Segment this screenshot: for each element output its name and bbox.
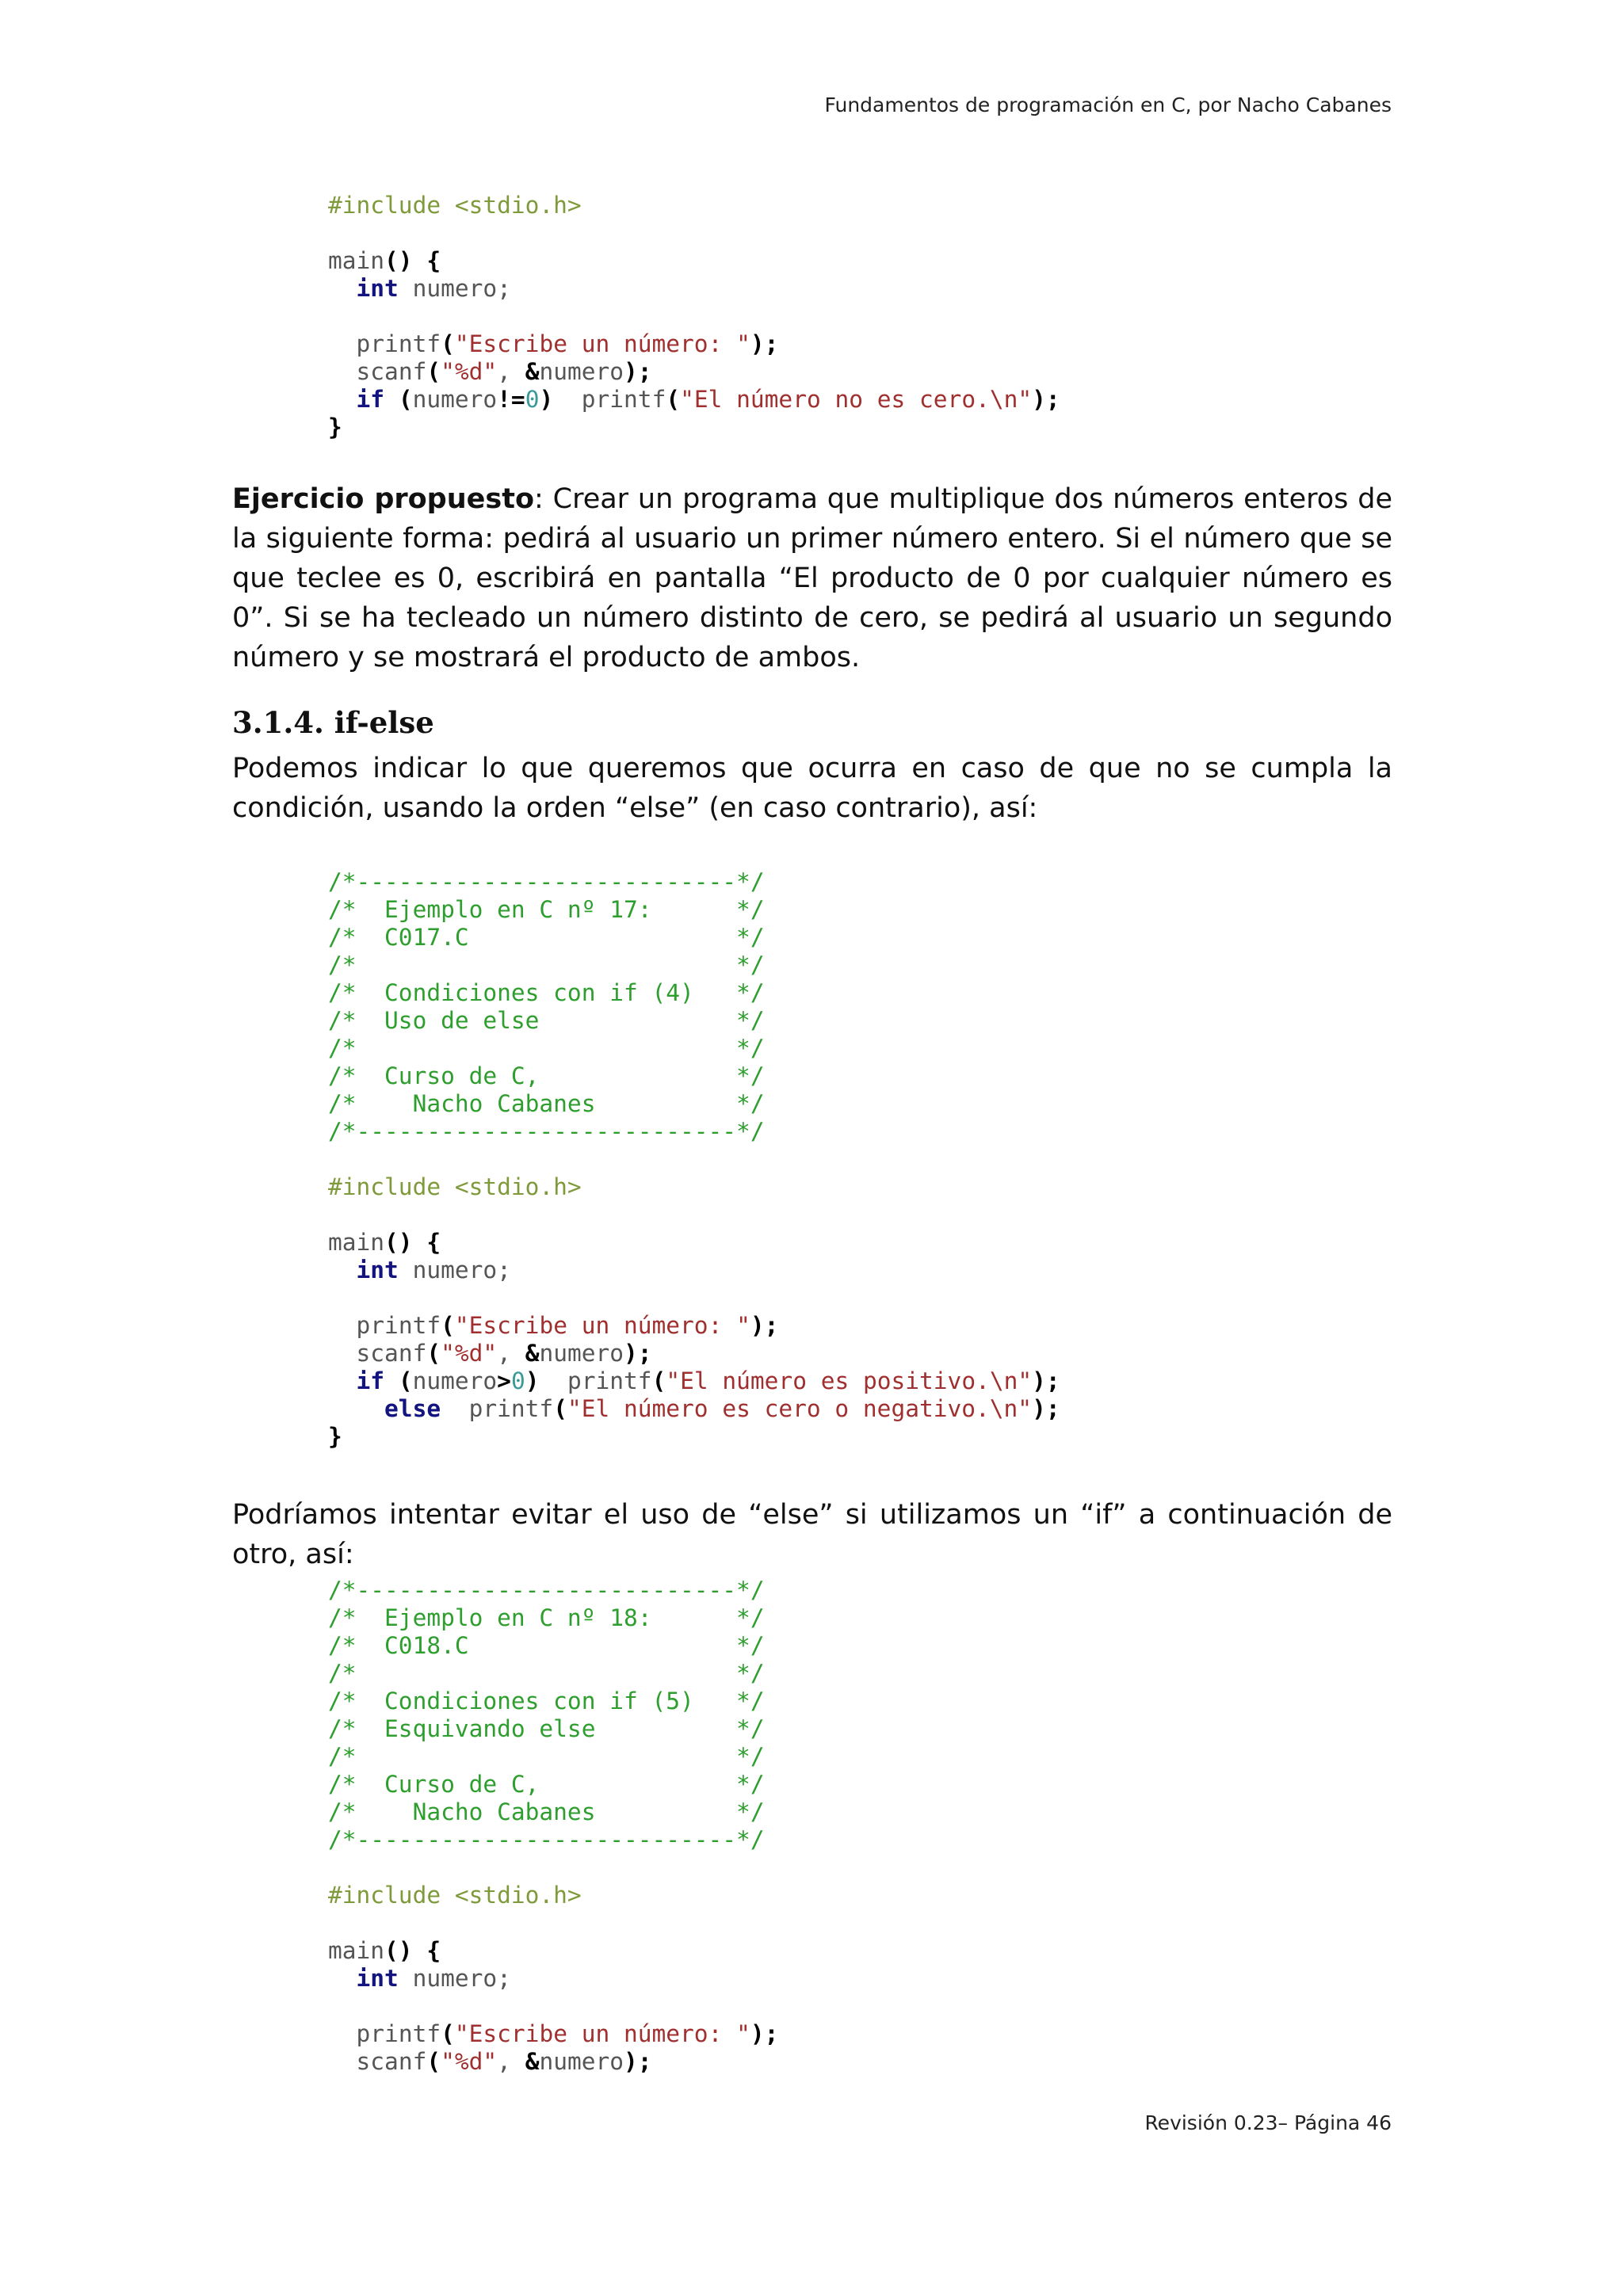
code-token: numero (539, 1340, 624, 1367)
code-token: () { (384, 1937, 441, 1964)
code-token: int (356, 1965, 399, 1992)
code-comment: /*---------------------------*/ (328, 1118, 765, 1145)
code-token: ); (624, 358, 652, 385)
code-comment: /*---------------------------*/ (328, 1826, 765, 1853)
code-token: "Escribe un número: " (454, 2020, 750, 2047)
code-block-1 (328, 192, 1060, 441)
code-comment: /* C017.C */ (328, 924, 765, 951)
code-token: numero (539, 358, 624, 385)
code-token: ( (666, 386, 681, 413)
code-token: ( (441, 2020, 455, 2047)
code-token: ( (426, 1340, 441, 1367)
code-token: & (525, 2048, 540, 2075)
code-token: "%d" (441, 1340, 498, 1367)
page-footer: Revisión 0.23– Página 46 (1144, 2111, 1392, 2134)
code-token: ); (750, 2020, 779, 2047)
code-token: , (497, 1340, 525, 1367)
code-comment: /* Uso de else */ (328, 1007, 765, 1034)
code-token: ); (750, 1312, 779, 1339)
code-token: #include <stdio.h> (328, 1173, 582, 1200)
code-token: "Escribe un número: " (454, 1312, 750, 1339)
code-token: & (525, 358, 540, 385)
code-token: main (328, 247, 385, 274)
code-token: & (525, 1340, 540, 1367)
code-token: numero (539, 2048, 624, 2075)
code-block-3 (328, 1577, 778, 2076)
code-token: "Escribe un número: " (454, 330, 750, 357)
exercise-text: : Crear un programa que multiplique dos números enteros de la siguiente forma: pedirá al usuario un primer número entero. Si el número que se que teclee es 0, escribirá en pantalla “El producto de 0 por cualquier número es 0”. Si se ha tecleado un número distinto de cero, se pedirá al usuario un segundo número y se mostrará el producto de ambos. (232, 483, 1392, 673)
code-token: printf (356, 330, 441, 357)
exercise-paragraph (232, 479, 1392, 677)
code-token: printf (567, 1367, 652, 1394)
code-token: "%d" (441, 2048, 498, 2075)
code-token: ( (426, 2048, 441, 2075)
code-token: } (328, 414, 342, 441)
code-token: , (497, 2048, 525, 2075)
code-token: ( (384, 1367, 413, 1394)
code-token: ) (539, 386, 582, 413)
code-token: #include <stdio.h> (328, 1882, 582, 1909)
code-token: != (497, 386, 525, 413)
code-token: numero; (398, 1965, 511, 1992)
code-token: numero (412, 1367, 498, 1394)
code-token: scanf (356, 1340, 427, 1367)
code-token: main (328, 1937, 385, 1964)
code-comment: /* */ (328, 1035, 765, 1062)
code-token: numero (412, 386, 498, 413)
code-comment: /* Condiciones con if (4) */ (328, 979, 765, 1006)
code-token: printf (356, 2020, 441, 2047)
code-comment: /* */ (328, 1743, 765, 1770)
code-comment: /* */ (328, 1660, 765, 1687)
code-token: ( (441, 330, 455, 357)
code-block-2 (328, 868, 1060, 1451)
code-comment: /* Ejemplo en C nº 18: */ (328, 1604, 765, 1631)
code-token: ); (1032, 386, 1060, 413)
code-token: 0 (525, 386, 540, 413)
code-token: "El número no es cero.\n" (680, 386, 1033, 413)
code-token: ); (624, 1340, 652, 1367)
code-comment: /* Curso de C, */ (328, 1771, 765, 1798)
code-comment: /*---------------------------*/ (328, 868, 765, 895)
code-token: ( (441, 1312, 455, 1339)
code-token: printf (581, 386, 666, 413)
code-comment: /* */ (328, 952, 765, 978)
code-token: "El número es positivo.\n" (666, 1367, 1033, 1394)
code-comment: /* Nacho Cabanes */ (328, 1090, 765, 1117)
code-comment: /*---------------------------*/ (328, 1577, 765, 1604)
code-line: #include <stdio.h> (328, 192, 582, 219)
code-token: printf (356, 1312, 441, 1339)
code-token: numero; (398, 1257, 511, 1283)
code-token: ); (750, 330, 779, 357)
code-token: () { (384, 247, 441, 274)
code-token: ( (384, 386, 413, 413)
code-token: () { (384, 1229, 441, 1256)
section-heading: 3.1.4. if-else (232, 705, 434, 740)
code-token: printf (441, 1395, 554, 1422)
code-token: numero; (398, 275, 511, 302)
code-token: "El número es cero o negativo.\n" (567, 1395, 1033, 1422)
code-token: ) (525, 1367, 567, 1394)
code-token: ( (651, 1367, 666, 1394)
code-token: ( (553, 1395, 567, 1422)
code-token: ); (624, 2048, 652, 2075)
page-header: Fundamentos de programación en C, por Nacho Cabanes (824, 93, 1392, 116)
transition-paragraph: Podríamos intentar evitar el uso de “else” si utilizamos un “if” a continuación de otro, así: (232, 1499, 1392, 1570)
code-comment: /* Nacho Cabanes */ (328, 1798, 765, 1825)
code-token: > (497, 1367, 511, 1394)
code-comment: /* Condiciones con if (5) */ (328, 1688, 765, 1714)
exercise-label: Ejercicio propuesto (232, 483, 535, 515)
code-comment: /* Curso de C, */ (328, 1062, 765, 1089)
code-token: ); (1032, 1395, 1060, 1422)
code-comment: /* Ejemplo en C nº 17: */ (328, 896, 765, 923)
code-token: scanf (356, 2048, 427, 2075)
section-intro: Podemos indicar lo que queremos que ocurra en caso de que no se cumpla la condición, usando la orden “else” (en caso contrario), así: (232, 753, 1392, 824)
code-token: "%d" (441, 358, 498, 385)
code-token: ( (426, 358, 441, 385)
code-token: main (328, 1229, 385, 1256)
code-token: 0 (510, 1367, 525, 1394)
code-token: if (356, 386, 385, 413)
code-comment: /* Esquivando else */ (328, 1715, 765, 1742)
code-token: ); (1032, 1367, 1060, 1394)
code-comment: /* C018.C */ (328, 1632, 765, 1659)
code-token: } (328, 1423, 342, 1450)
code-token: int (356, 1257, 399, 1283)
code-token: , (497, 358, 525, 385)
code-token: int (356, 275, 399, 302)
code-token: scanf (356, 358, 427, 385)
code-token: else (384, 1395, 441, 1422)
code-token: if (356, 1367, 385, 1394)
